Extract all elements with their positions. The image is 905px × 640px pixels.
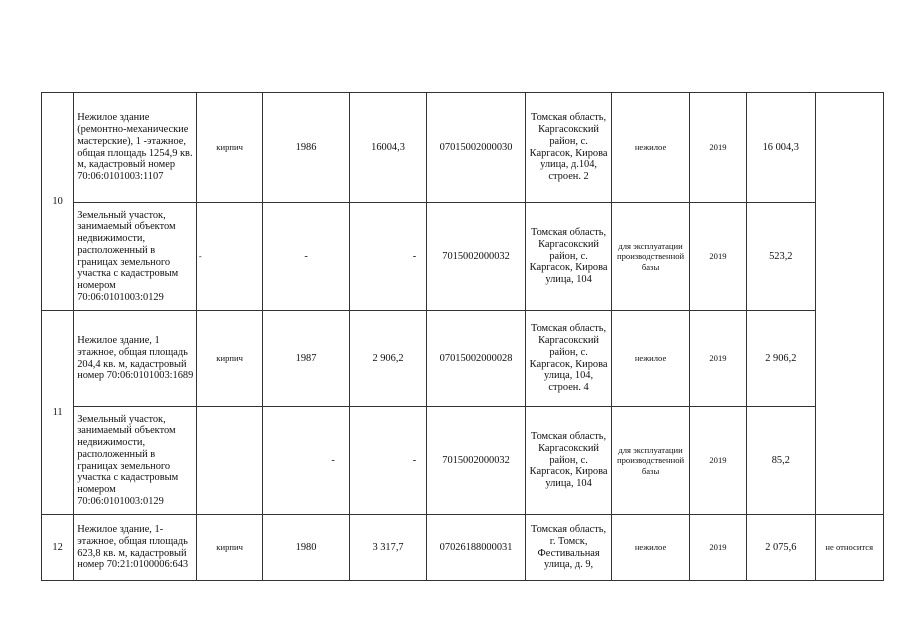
assessed-value: 16 004,3 (747, 93, 815, 203)
object-code: 07026188000031 (427, 515, 526, 581)
wall-material: кирпич (196, 311, 262, 407)
table-row (42, 515, 884, 581)
object-purpose: нежилое (612, 93, 689, 203)
area-value: - (349, 407, 426, 515)
area-value: 16004,3 (349, 93, 426, 203)
row-number: 10 (42, 93, 74, 311)
build-year: 1986 (263, 93, 350, 203)
object-address: Томская область, Каргасокский район, с. Каргасок, Кирова улица, 104 (525, 203, 612, 311)
build-year: - (263, 203, 350, 311)
assessment-year: 2019 (689, 311, 746, 407)
object-code: 07015002000028 (427, 311, 526, 407)
object-address: Томская область, г. Томск, Фестивальная улица, д. 9, (525, 515, 612, 581)
table-row (42, 407, 884, 515)
wall-material: кирпич (196, 515, 262, 581)
area-value: 3 317,7 (349, 515, 426, 581)
object-purpose: нежилое (612, 515, 689, 581)
build-year: 1980 (263, 515, 350, 581)
object-description: Земельный участок, занимаемый объектом недвижимости, расположенный в границах земельного участка с кадастровым номером 70:06:0101003:0129 (74, 203, 197, 311)
build-year: - (263, 407, 350, 515)
note-cell (815, 93, 884, 515)
row-number: 12 (42, 515, 74, 581)
build-year: 1987 (263, 311, 350, 407)
table-row (42, 93, 884, 203)
assessment-year: 2019 (689, 203, 746, 311)
property-table (41, 92, 884, 581)
assessed-value: 2 906,2 (747, 311, 815, 407)
wall-material: - (196, 203, 262, 311)
object-description: Нежилое здание (ремонтно-механические мастерские), 1 -этажное, общая площадь 1254,9 кв. м, кадастровый номер 70:06:0101003:1107 (74, 93, 197, 203)
object-purpose: для эксплуатации производственной базы (612, 203, 689, 311)
table-row (42, 203, 884, 311)
table-row (42, 311, 884, 407)
assessment-year: 2019 (689, 93, 746, 203)
assessed-value: 2 075,6 (747, 515, 815, 581)
object-address: Томская область, Каргасокский район, с. Каргасок, Кирова улица, 104, строен. 4 (525, 311, 612, 407)
wall-material: кирпич (196, 93, 262, 203)
area-value: - (349, 203, 426, 311)
assessed-value: 523,2 (747, 203, 815, 311)
row-number: 11 (42, 311, 74, 515)
object-code: 7015002000032 (427, 407, 526, 515)
assessment-year: 2019 (689, 407, 746, 515)
wall-material (196, 407, 262, 515)
object-description: Земельный участок, занимаемый объектом недвижимости, расположенный в границах земельного участка с кадастровым номером 70:06:0101003:0129 (74, 407, 197, 515)
object-address: Томская область, Каргасокский район, с. Каргасок, Кирова улица, д.104, строен. 2 (525, 93, 612, 203)
assessed-value: 85,2 (747, 407, 815, 515)
object-address: Томская область, Каргасокский район, с. Каргасок, Кирова улица, 104 (525, 407, 612, 515)
object-code: 7015002000032 (427, 203, 526, 311)
area-value: 2 906,2 (349, 311, 426, 407)
object-purpose: нежилое (612, 311, 689, 407)
object-description: Нежилое здание, 1 этажное, общая площадь 204,4 кв. м, кадастровый номер 70:06:0101003:1689 (74, 311, 197, 407)
object-purpose: для эксплуатации производственной базы (612, 407, 689, 515)
object-description: Нежилое здание, 1-этажное, общая площадь 623,8 кв. м, кадастровый номер 70:21:0100006:643 (74, 515, 197, 581)
assessment-year: 2019 (689, 515, 746, 581)
note-cell: не относится (815, 515, 884, 581)
object-code: 07015002000030 (427, 93, 526, 203)
